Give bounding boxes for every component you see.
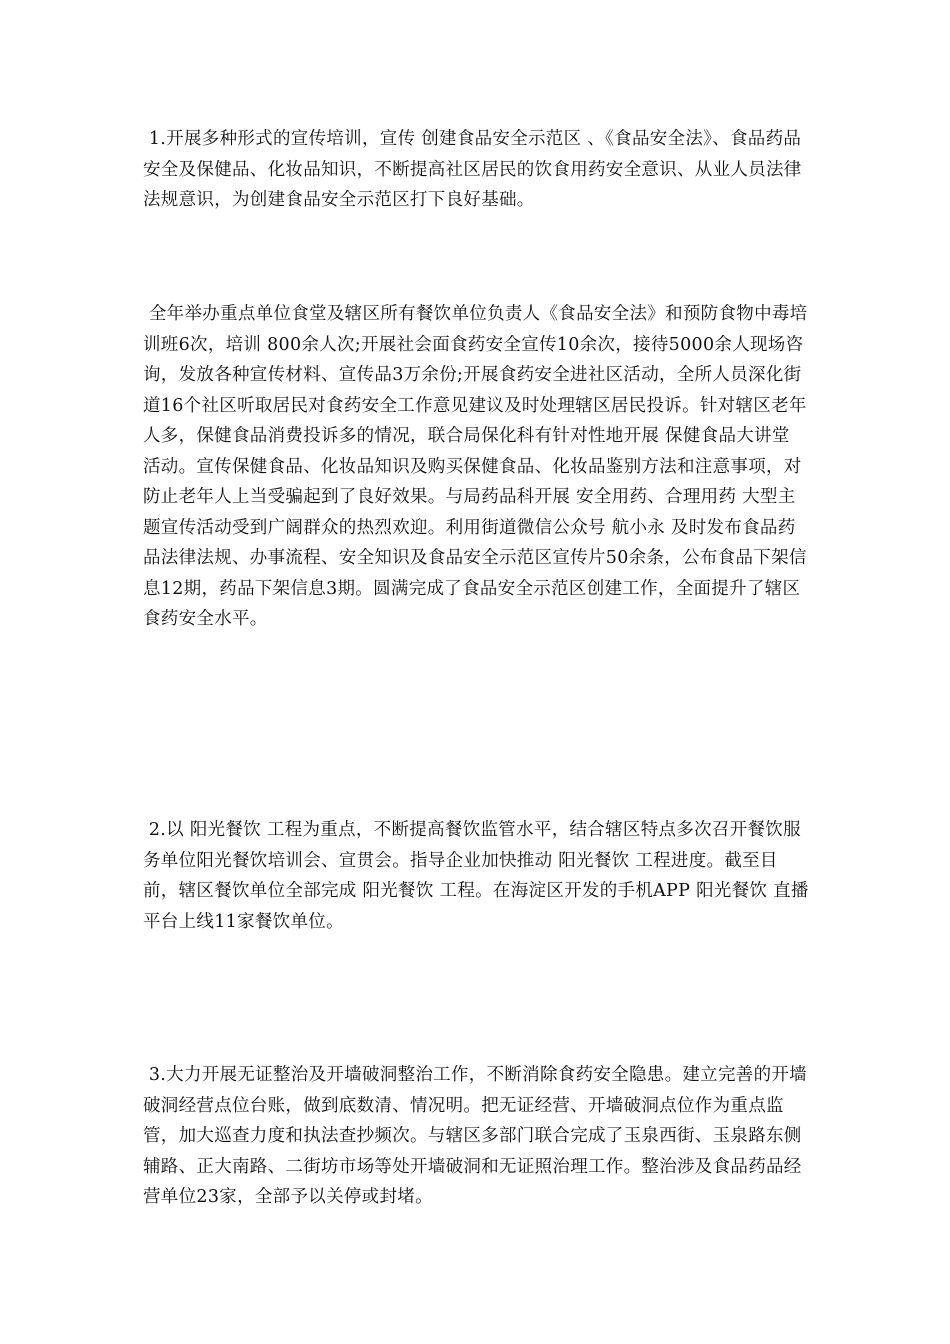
paragraph-publicity-training: 1.开展多种形式的宣传培训，宣传 创建食品安全示范区 、《食品安全法》、食品药品安全及保健品、化妆品知识，不断提高社区居民的饮食用药安全意识、从业人员法律法规意识，为创建食品安全示范区打下良好基础。	[143, 129, 802, 210]
paragraph-annual-activities: 全年举办重点单位食堂及辖区所有餐饮单位负责人《食品安全法》和预防食物中毒培训班6次，培训 800余人次;开展社会面食药安全宣传10余次，接待5000余人现场咨询，发放各种宣传材料、宣传品3万余份;开展食药安全进社区活动，全所人员深化街道16个社区听取居民对食药安全工作意见建议及时处理辖区居民投诉。针对辖区老年人多，保健食品消费投诉多的情况，联合局保化科有针对性地开展 保健食品大讲堂 活动。宣传保健食品、化妆品知识及购买保健食品、化妆品鉴别方法和注意事项，对防止老年人上当受骗起到了良好效果。与局药品科开展 安全用药、合理用药 大型主题宣传活动受到广阔群众的热烈欢迎。利用街道微信公众号 航小永 及时发布食品药品法律法规、办事流程、安全知识及食品安全示范区宣传片50余条，公布食品下架信息12期，药品下架信息3期。圆满完成了食品安全示范区创建工作，全面提升了辖区食药安全水平。	[143, 304, 808, 629]
paragraph-sunshine-catering: 2.以 阳光餐饮 工程为重点，不断提高餐饮监管水平，结合辖区特点多次召开餐饮服务单位阳光餐饮培训会、宣贯会。指导企业加快推动 阳光餐饮 工程进度。截至目前，辖区餐饮单位全部完成 阳光餐饮 工程。在海淀区开发的手机APP 阳光餐饮 直播平台上线11家餐饮单位。	[143, 820, 809, 932]
paragraph-unlicensed-rectification: 3.大力开展无证整治及开墙破洞整治工作，不断消除食药安全隐患。建立完善的开墙破洞经营点位台账，做到底数清、情况明。把无证经营、开墙破洞点位作为重点监管，加大巡查力度和执法查抄频次。与辖区多部门联合完成了玉泉西街、玉泉路东侧辅路、正大南路、二街坊市场等处开墙破洞和无证照治理工作。整治涉及食品药品经营单位23家，全部予以关停或封堵。	[143, 1065, 807, 1207]
